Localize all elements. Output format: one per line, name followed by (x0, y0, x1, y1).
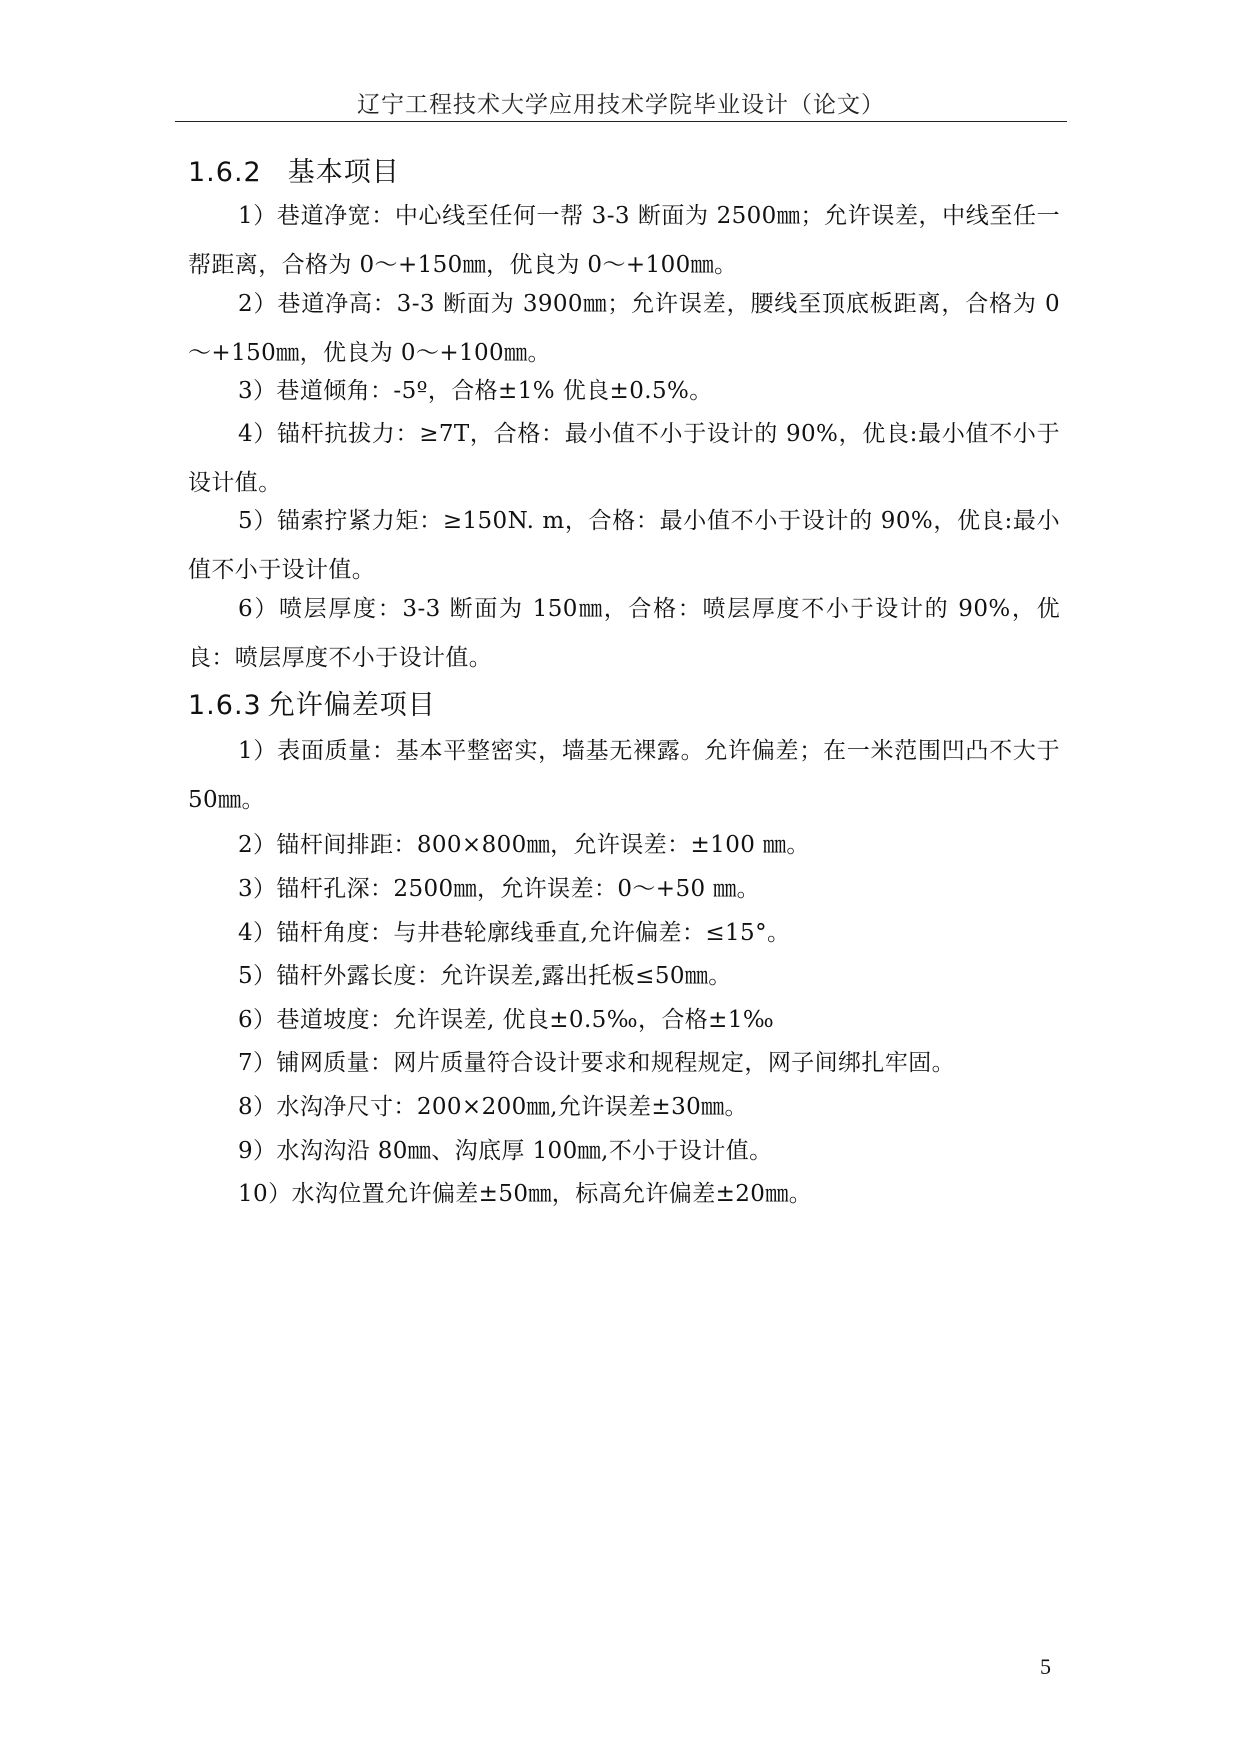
paragraph-item-5: 5）锚索拧紧力矩：≥150N. m，合格：最小值不小于设计的 90%，优良:最小值不小于设计值。 (188, 508, 1060, 583)
paragraph-item-1: 1）表面质量：基本平整密实，墙基无裸露。允许偏差；在一米范围凹凸不大于 50㎜。 (188, 738, 1060, 813)
paragraph-item-3: 3）巷道倾角：-5º，合格±1% 优良±0.5%。 (238, 378, 713, 404)
list-item-2: 2）锚杆间排距：800×800㎜，允许误差：±100 ㎜。 (238, 832, 810, 858)
list-item-10: 10）水沟位置允许偏差±50㎜，标高允许偏差±20㎜。 (238, 1181, 813, 1207)
paragraph-item-2: 2）巷道净高：3-3 断面为 3900㎜；允许误差，腰线至顶底板距离，合格为 0～+150㎜，优良为 0～+100㎜。 (188, 291, 1060, 366)
list-item-6: 6）巷道坡度：允许误差, 优良±0.5‰，合格±1‰ (238, 1007, 775, 1033)
page-number: 5 (1040, 1654, 1051, 1679)
header-rule (175, 121, 1067, 122)
section-number: 1.6.3 (188, 690, 262, 721)
page-header: 辽宁工程技术大学应用技术学院毕业设计（论文） (357, 92, 885, 118)
list-item-8: 8）水沟净尺寸：200×200㎜,允许误差±30㎜。 (238, 1094, 748, 1120)
list-item-5: 5）锚杆外露长度：允许误差,露出托板≤50㎜。 (238, 963, 732, 989)
list-item-3: 3）锚杆孔深：2500㎜，允许误差：0～+50 ㎜。 (238, 876, 761, 902)
list-item-9: 9）水沟沟沿 80㎜、沟底厚 100㎜,不小于设计值。 (238, 1138, 773, 1164)
section-heading-1-6-2 (188, 150, 400, 189)
paragraph-item-6: 6）喷层厚度：3-3 断面为 150㎜，合格：喷层厚度不小于设计的 90%，优良：喷层厚度不小于设计值。 (188, 596, 1060, 671)
section-heading-1-6-3 (188, 683, 436, 722)
list-item-7: 7）铺网质量：网片质量符合设计要求和规程规定，网子间绑扎牢固。 (238, 1050, 956, 1076)
list-item-4: 4）锚杆角度：与井巷轮廓线垂直,允许偏差：≤15°。 (238, 920, 791, 946)
section-number: 1.6.2 (188, 157, 262, 188)
paragraph-item-1: 1）巷道净宽：中心线至任何一帮 3-3 断面为 2500㎜；允许误差，中线至任一帮距离，合格为 0～+150㎜，优良为 0～+100㎜。 (188, 203, 1060, 278)
section-title: 基本项目 (287, 157, 400, 188)
section-title: 允许偏差项目 (267, 690, 436, 721)
paragraph-item-4: 4）锚杆抗拔力：≥7T，合格：最小值不小于设计的 90%，优良:最小值不小于设计值。 (188, 421, 1060, 496)
